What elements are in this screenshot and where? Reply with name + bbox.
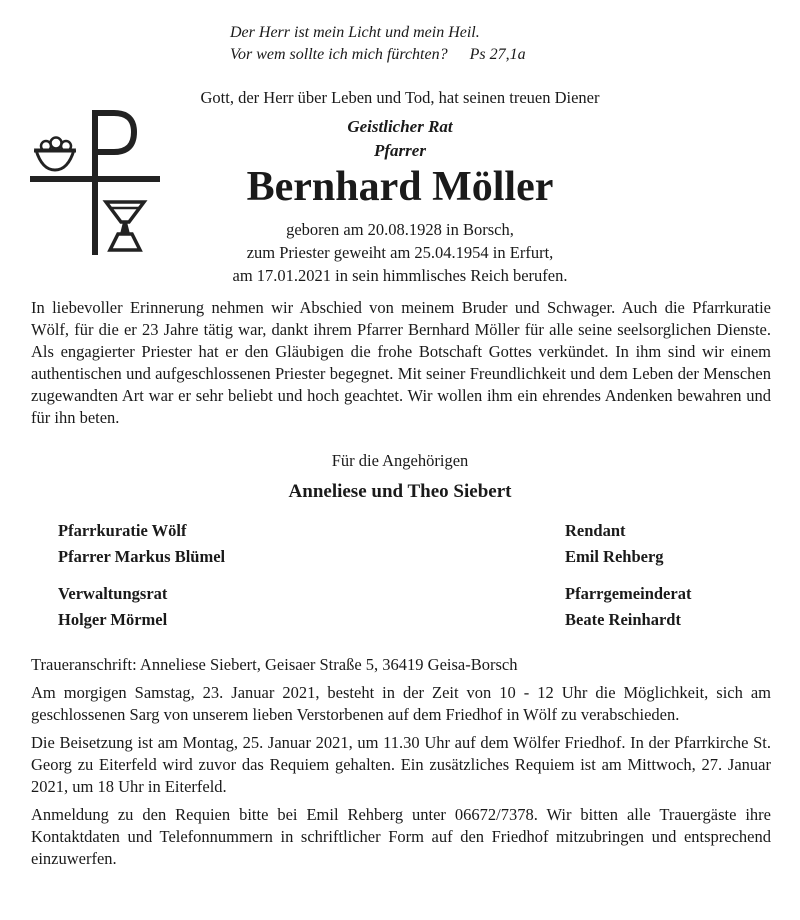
title-geistlicher-rat: Geistlicher Rat [347,117,453,136]
burial-info: Die Beisetzung ist am Montag, 25. Januar 2021, um 11.30 Uhr auf dem Wölfer Friedhof. In der Pfarrkirche St. Georg zu Eiterfeld wird zuvor das Requiem gehalten. Ein zusätzliches Requiem ist am Mittwoch, 27. Januar 2021, um 18 Uhr in Eiterfeld. [31,733,771,796]
death-date-line: am 17.01.2021 in sein himmlisches Reich berufen. [232,266,568,285]
verse-reference: Ps 27,1a [469,46,526,63]
title-pfarrer: Pfarrer [374,141,426,160]
registration-info: Anmeldung zu den Requien bitte bei Emil Rehberg unter 06672/7378. Wir bitten alle Trauergäste ihre Kontaktdaten und Telefonnummern in schriftlicher Form auf den Friedhof mitzubringen und entsprechend einzuwerfen. [31,805,771,868]
intro-line: Gott, der Herr über Leben und Tod, hat seinen treuen Diener [200,88,600,107]
family-intro: Für die Angehörigen [331,451,469,470]
funeral-info [31,654,771,876]
signatory-person: Holger Mörmel [58,610,168,629]
signatory-org: Pfarrkuratie Wölf [58,521,187,540]
ordination-date-line: zum Priester geweiht am 25.04.1954 in Erfurt, [246,243,554,262]
signatory-parish [58,518,225,570]
signatory-role: Rendant [565,521,626,540]
memorial-text [31,297,771,429]
mourning-address: Traueranschrift: Anneliese Siebert, Geisaer Straße 5, 36419 Geisa-Borsch [31,655,518,674]
birth-date-line: geboren am 20.08.1928 in Borsch, [286,220,514,239]
verse-line-2-text: Vor wem sollte ich mich fürchten? [230,46,448,63]
signatory-person: Emil Rehberg [565,547,664,566]
memorial-paragraph: In liebevoller Erinnerung nehmen wir Abschied von meinem Bruder und Schwager. Auch die Pfarrkuratie Wölf, für die er 23 Jahre tätig war, dankt ihrem Pfarrer Bernhard Möller für alle seine seelsorglichen Dienste. Als engagierter Priester hat er den Gläubigen die frohe Botschaft Gottes verkündet. In ihm sind wir einem authentischen und aufgeschlossenen Priester begegnet. Mit seiner Freundlichkeit und dem Leben der Menschen zugewandten Art war er sehr beliebt und hoch geachtet. Wir wollen ihm ein ehrendes Andenken bewahren und für ihn beten. [31,298,771,427]
signatory-parish-council [565,581,691,633]
verse-line-2 [230,44,610,66]
signatory-role: Verwaltungsrat [58,584,168,603]
signatory-admin-council [58,581,167,633]
life-dates [0,218,800,287]
family-names: Anneliese und Theo Siebert [288,481,512,502]
viewing-info: Am morgigen Samstag, 23. Januar 2021, besteht in der Zeit von 10 - 12 Uhr die Möglichkeit, sich am geschlossenen Sarg von unserem lieben Verstorbenen auf dem Friedhof in Wölf zu verabschieden. [31,683,771,724]
signatory-role: Pfarrgemeinderat [565,584,692,603]
signatory-person: Pfarrer Markus Blümel [58,547,226,566]
signatory-person: Beate Reinhardt [565,610,681,629]
verse-line-1: Der Herr ist mein Licht und mein Heil. [230,24,480,41]
scripture-verse [230,22,610,66]
signatory-treasurer [565,518,664,570]
deceased-name: Bernhard Möller [246,164,554,210]
